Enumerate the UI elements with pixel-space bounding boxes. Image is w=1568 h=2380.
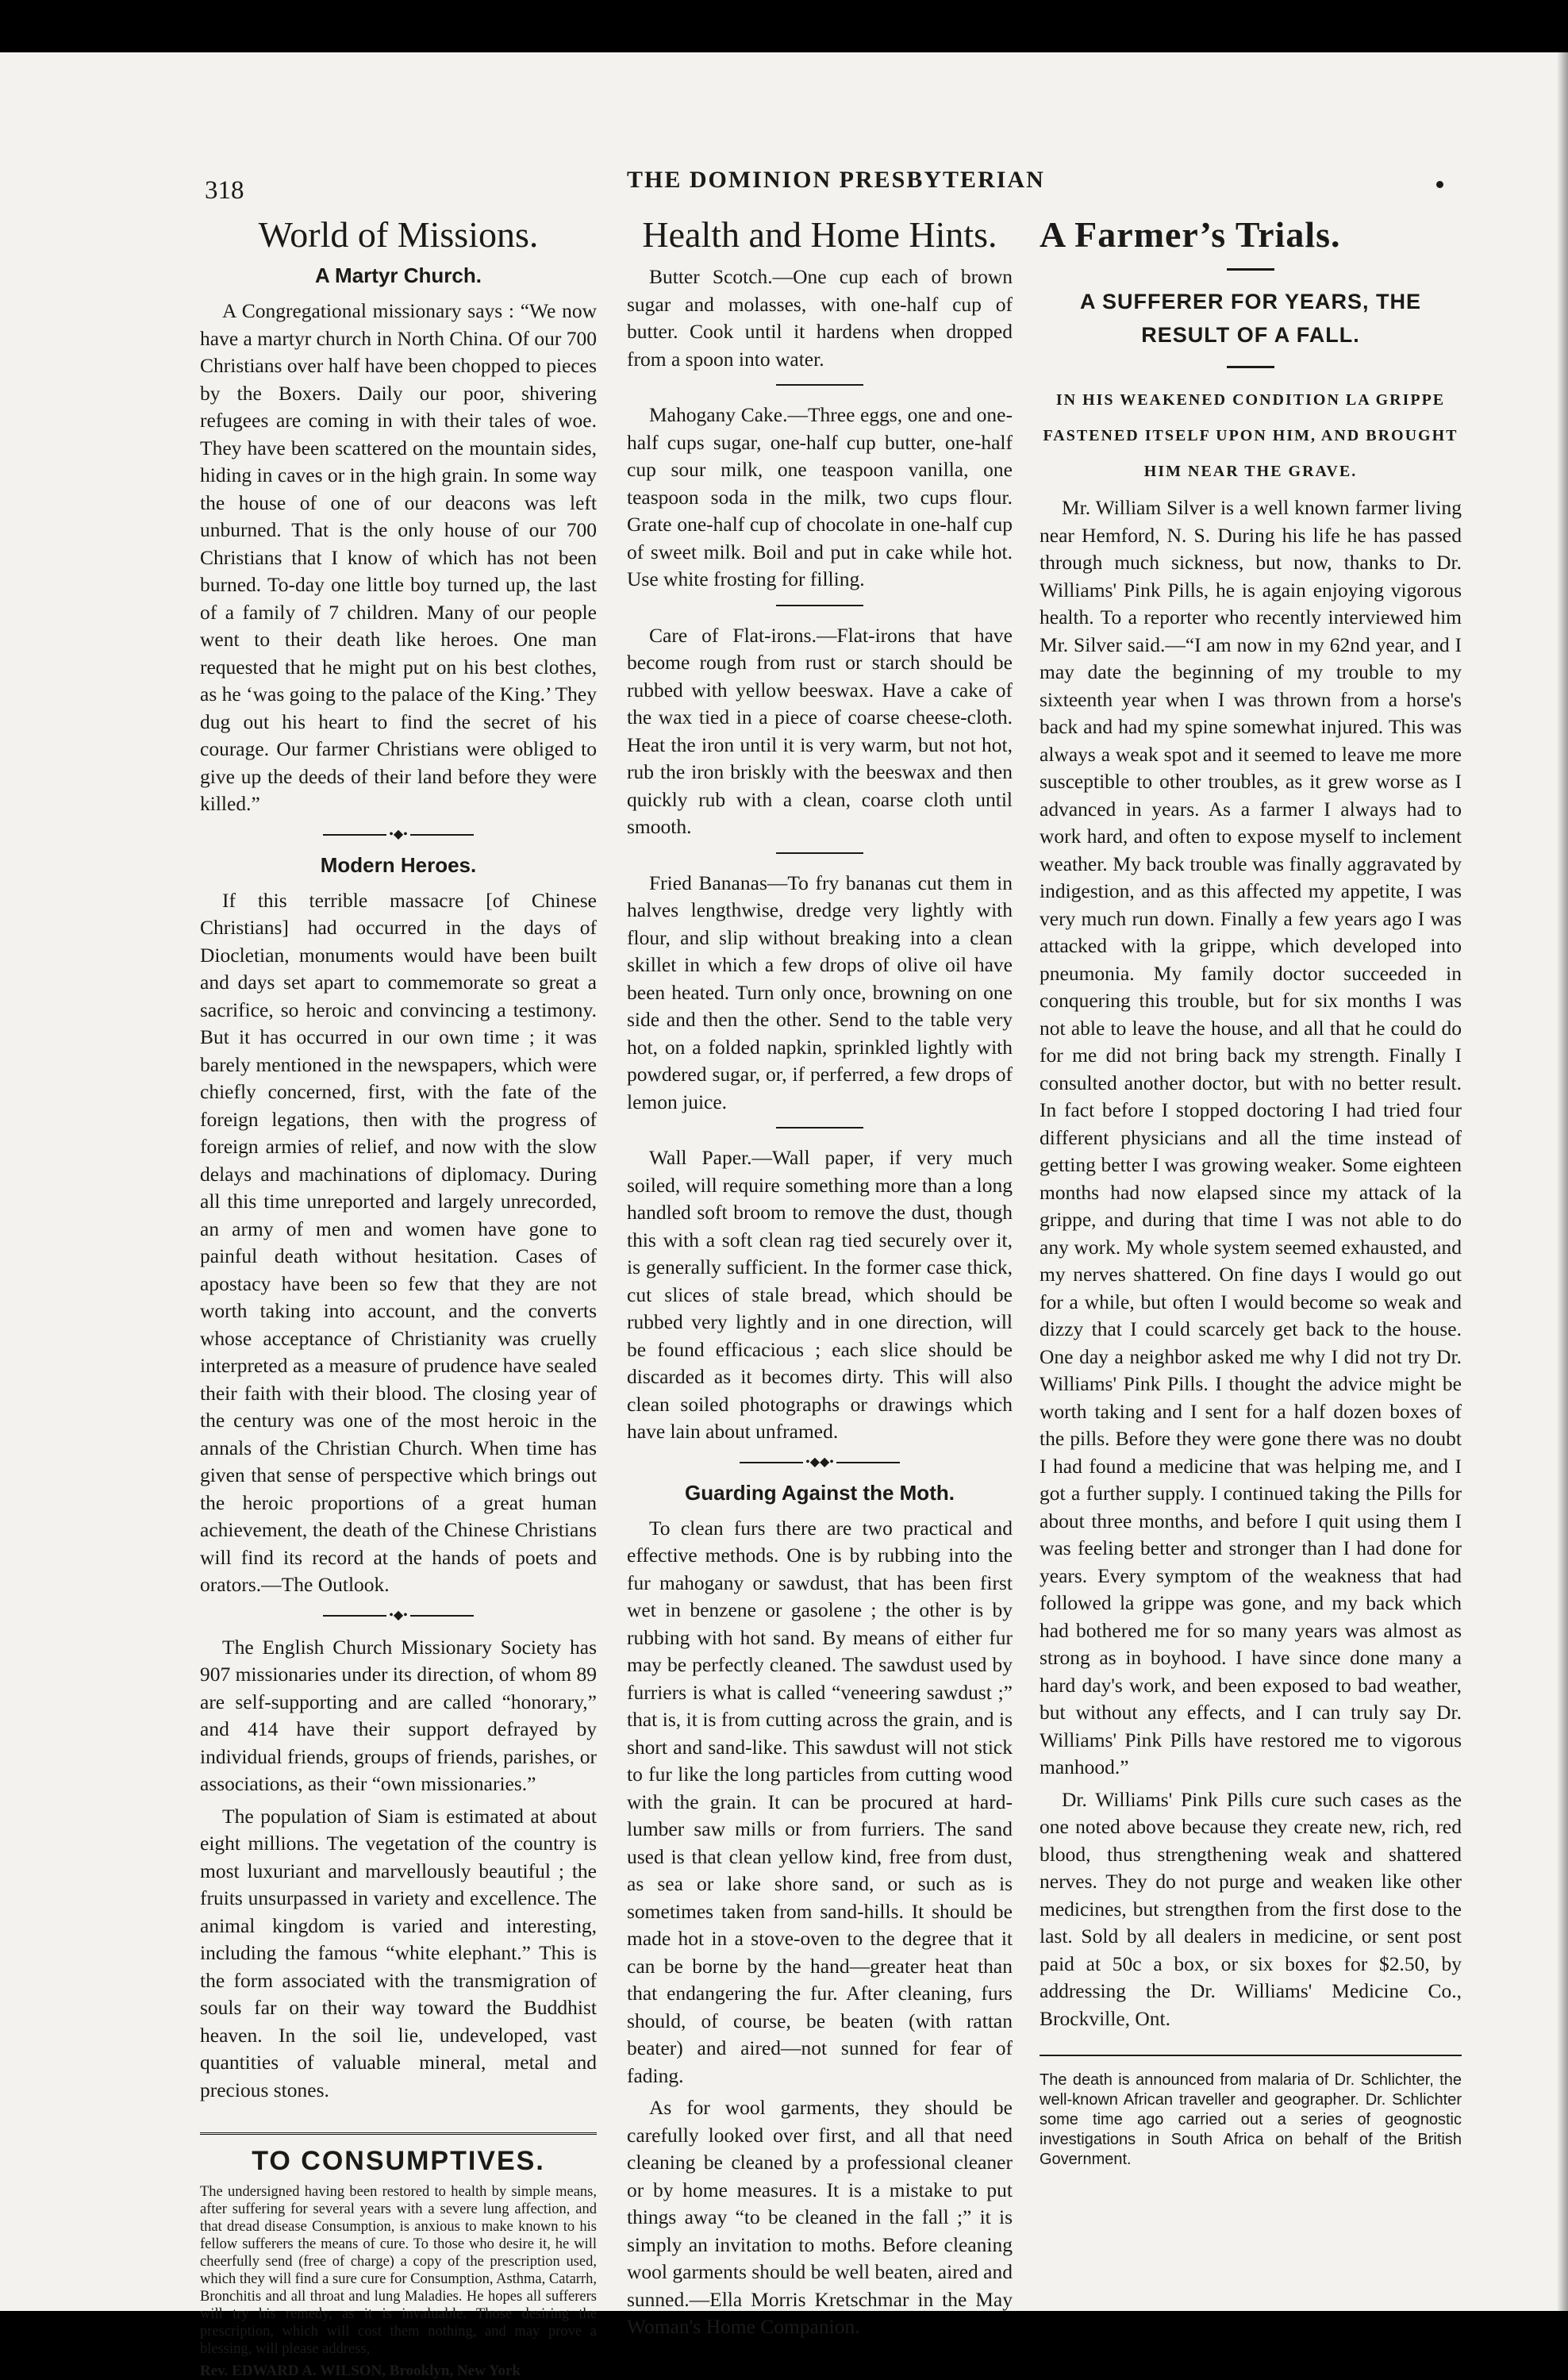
paragraph: The English Church Missionary Society has 907 missionaries under its direction, of whom 89 are self-supporting and are called “honorary,” and 414 have their support defrayed by individual friends, groups of friends, parishes, or associations, as their “own missionaries.” [200, 1635, 598, 1796]
paragraph: Butter Scotch.—One cup each of brown sugar and molasses, with one-half cup of butter. Cook until it hardens when dropped from a spoon into water. [627, 265, 1013, 371]
recipe-item [627, 263, 1013, 373]
paragraph: The population of Siam is estimated at about eight millions. The vegetation of the country is most luxuriant and marvellously beautiful ; the fruits unsurpassed in variety and excellence. The animal kingdom is varied and interesting, including the famous “white elephant.” This is the form associated with the transmigration of souls far on their way toward the Buddhist heaven. In the soil lie, undeveloped, vast quantities of valuable mineral, metal and precious stones. [200, 1804, 597, 2101]
rule-divider [776, 1127, 863, 1128]
paragraph: To clean furs there are two practical and effective methods. One is by rubbing into the fur mahogany or sawdust, that has been first wet in benzene or gasolene ; the other is by rubbing with hot sand. By means of either fur may be perfectly cleaned. The sawdust used by furriers is what is called “veneering sawdust ;” that is, it is from cutting across the grain, and is short and sand-like. This sawdust will not stick to fur like the long particles from cutting wood with the grain. It can be procured at hard-lumber saw mills or from furriers. The sand used is that clean yellow kind, free from dust, as sea or lake shore sand, or such as is sometimes taken from sand-hills. It should be made hot in a stove-oven to the degree that it can be borne by the hand—greater heat than that endangering the fur. After cleaning, furs should, of course, be beaten (with rattan beater) and aired—not sunned for fear of fading. [627, 1516, 1013, 2087]
print-dot [1436, 181, 1443, 188]
rule-divider [776, 605, 863, 606]
article-heading: A Martyr Church. [315, 263, 482, 288]
page-number: 318 [205, 176, 244, 205]
rule-divider [776, 852, 863, 854]
ornamental-separator: •◆• [200, 831, 597, 839]
rule-divider [776, 384, 863, 386]
running-head: THE DOMINION PRESBYTERIAN [627, 167, 1045, 193]
section-title: A Farmer’s Trials. [1040, 214, 1341, 255]
ornamental-separator: •◆• [200, 1612, 597, 1620]
deck-heading: IN HIS WEAKENED CONDITION LA GRIPPE FASTENED ITSELF UPON HIM, AND BROUGHT HIM NEAR THE GRAVE. [1043, 391, 1458, 481]
paragraph: Wall Paper.—Wall paper, if very much soiled, will require something more than a long handled soft broom to remove the dust, though this with a soft clean rag tied securely over it, is generally sufficient. In the former case thick, cut slices of stale bread, which should be rubbed very lightly and in one direction, will be found efficacious ; each slice should be discarded as it becomes dirty. This will also clean soiled photographs or drawings which have lain about unframed. [627, 1146, 1013, 1444]
paragraph: A Congregational missionary says : “We now have a martyr church in North China. Of our 700 Christians over half have been chopped to pieces by the Boxers. Daily our poor, shivering refugees are coming in with their tales of woe. They have been scattered on the mountain sides, hiding in caves or in the high grain. In some way the house of one of our deacons was left unburned. That is the only house of our 700 Christians that I know of which has not been burned. To-day one little boy turned up, the last of a family of 7 children. Many of our people went to their death like heroes. One man requested that he might put on his best clothes, as he ‘was going to the palace of the King.’ They dug out his heart to find the secret of his courage. Our farmer Christians were obliged to give up the deeds of their land before they were killed.” [200, 299, 597, 816]
death-notice: The death is announced from malaria of Dr. Schlichter, the well-known African traveller and geographer. Dr. Schlichter some time ago carried out a series of geognostic investigations in South Africa on behalf of the British Government. [1040, 2055, 1462, 2170]
paragraph: As for wool garments, they should be carefully looked over first, and all that need cleaning be cleaned by a professional cleaner or by home measures. It is a mistake to put things away “to be cleaned in the fall ;” it is simply an invitation to moths. Before cleaning wool garments should be well beaten, aired and sunned.—Ella Morris Kretschmar in the May Woman's Home Companion. [627, 2096, 1013, 2339]
ad-title: TO CONSUMPTIVES. [252, 2146, 545, 2177]
article-body [1040, 494, 1462, 2032]
advertisement [200, 2132, 597, 2380]
article-body [200, 887, 597, 1599]
recipe-item [627, 622, 1013, 841]
recipe-item [627, 402, 1013, 594]
paragraph: Dr. Williams' Pink Pills cure such cases as the one noted above because they create new, rich, red blood, thus strengthening weak and shattered nerves. They do not purge and weaken like other medicines, but strengthen from the first dose to the last. Sold by all dealers in medicine, or sent post paid at 50c a box, or six boxes for $2.50, by addressing the Dr. Williams' Medicine Co., Brockville, Ont. [1040, 1787, 1462, 2030]
article-heading: Modern Heroes. [320, 852, 477, 877]
ad-body: The undersigned having been restored to health by simple means, after suffering for several years with a severe lung affection, and that dread disease Consumption, is anxious to make known to his fellow sufferers the means of cure. To those who desire it, he will cheerfully send (free of charge) a copy of the prescription used, which they will find a sure cure for Consumption, Asthma, Catarrh, Bronchitis and all throat and lung Maladies. He hopes all sufferers will try his remedy, as it is invaluable. Those desiring the prescription, which will cost them nothing, and may prove a blessing, will please address, [200, 2184, 597, 2358]
rule-divider [1227, 268, 1274, 271]
article-heading: Guarding Against the Moth. [685, 1480, 955, 1505]
article-body [200, 298, 597, 818]
paragraph: Mahogany Cake.—Three eggs, one and one-half cups sugar, one-half cup butter, one-half cup sour milk, one teaspoon vanilla, one teaspoon soda in the milk, two cups flour. Grate one-half cup of chocolate in one-half cup of sweet milk. Boil and put in cake while hot. Use white frosting for filling. [627, 403, 1013, 591]
paragraph: Fried Bananas—To fry bananas cut them in halves lengthwise, dredge very lightly with flour, and slip without breaking into a clean skillet in which a few drops of olive oil have been heated. Turn only once, browning on one side and then the other. Send to the table very hot, on a folded napkin, sprinkled lightly with powdered sugar, or, if perferred, a few drops of lemon juice. [627, 871, 1013, 1113]
section-title: World of Missions. [258, 214, 539, 255]
section-title: Health and Home Hints. [642, 214, 997, 255]
ad-signature: Rev. EDWARD A. WILSON, Brooklyn, New York [200, 2363, 521, 2380]
column-world-of-missions [200, 216, 597, 2380]
page-edge-shadow [1557, 52, 1568, 2311]
rule-divider [1227, 366, 1274, 368]
recipe-item [627, 870, 1013, 1117]
paragraph: If this terrible massacre [of Chinese Christians] had occurred in the days of Diocletian, monuments would have been built and days set apart to commemorate so great a sacrifice, so heroic and convincing a testimony. But it has occurred in our own time ; it was barely mentioned in the newspapers, which were chiefly concerned, first, with the fate of the foreign legations, then with the progress of foreign armies of relief, and now with the slow delays and machinations of diplomacy. During all this time unreported and largely unrecorded, an army of men and women have gone to painful death without hesitation. Cases of apostacy have been so few that they are not worth taking into account, and the converts whose acceptance of Christianity was cruelly interpreted as a measure of prudence have sealed their faith with their blood. The closing year of the century was one of the most heroic in the annals of the Christian Church. When time has given that sense of perspective which brings out the heroic proportions of a great human achievement, the death of the Chinese Christians will find its record at the hands of poets and orators.—The Outlook. [200, 888, 597, 1597]
sub-heading: A SUFFERER FOR YEARS, THE RESULT OF A FALL. [1079, 290, 1422, 348]
recipe-item [627, 1144, 1013, 1446]
column-farmers-trials [1040, 216, 1462, 2170]
paragraph: Mr. William Silver is a well known farmer living near Hemford, N. S. During his life he has passed through much sickness, but now, thanks to Dr. Williams' Pink Pills, he is again enjoying vigorous health. To a reporter who recently interviewed him Mr. Silver said.—“I am now in my 62nd year, and I may date the beginning of my trouble to my sixteenth year when I was thrown from a horse's back and had my spine somewhat injured. This was always a weak spot and it seemed to leave me more susceptible to other troubles, as it grew worse as I advanced in years. As a farmer I always had to work hard, and often to expose myself to inclement weather. My back trouble was finally aggravated by indigestion, and as this affected my appetite, I was very much run down. Finally a few years ago I was attacked with la grippe, which developed into pneumonia. My family doctor succeeded in conquering this trouble, but for six months I was not able to leave the house, and all that he could do for me did not bring back my strength. Finally I consulted another doctor, but with no better result. In fact before I stopped doctoring I had tried four different physicians and all the time instead of getting better I was growing weaker. Some eighteen months had now elapsed since my attack of la grippe, and during that time I was not able to do any work. My whole system seemed exhausted, and my nerves shattered. On fine days I would go out for a while, but often I would become so weak and dizzy that I could scarcely get back to the house. One day a neighbor asked me why I did not try Dr. Williams' Pink Pills. I thought the advice might be worth taking and I sent for a half dozen boxes of the pills. Before they were gone there was no doubt I had found a medicine that was helping me, and I got a further supply. I continued taking the Pills for about three months, and before I quit using them I was feeling better and stronger than I had done for years. Every symptom of the weakness that had followed la grippe was gone, and my back which had bothered me for so many years was almost as strong as in boyhood. I have since done many a hard day's work, and been exposed to bad weather, but without any effects, and I can truly say Dr. Williams' Pink Pills have restored me to vigorous manhood.” [1040, 496, 1462, 1779]
paragraph: Care of Flat-irons.—Flat-irons that have become rough from rust or starch should be rubbed with yellow beeswax. Have a cake of the wax tied in a piece of coarse cheese-cloth. Heat the iron until it is very warm, but not hot, rub the iron briskly with the beeswax and then quickly rub with a clean, coarse cloth until smooth. [627, 623, 1013, 839]
article-body [627, 1515, 1013, 2341]
article-body [200, 1634, 597, 2105]
column-health-home-hints [627, 216, 1013, 2346]
ornamental-separator: •◆◆• [627, 1459, 1013, 1467]
